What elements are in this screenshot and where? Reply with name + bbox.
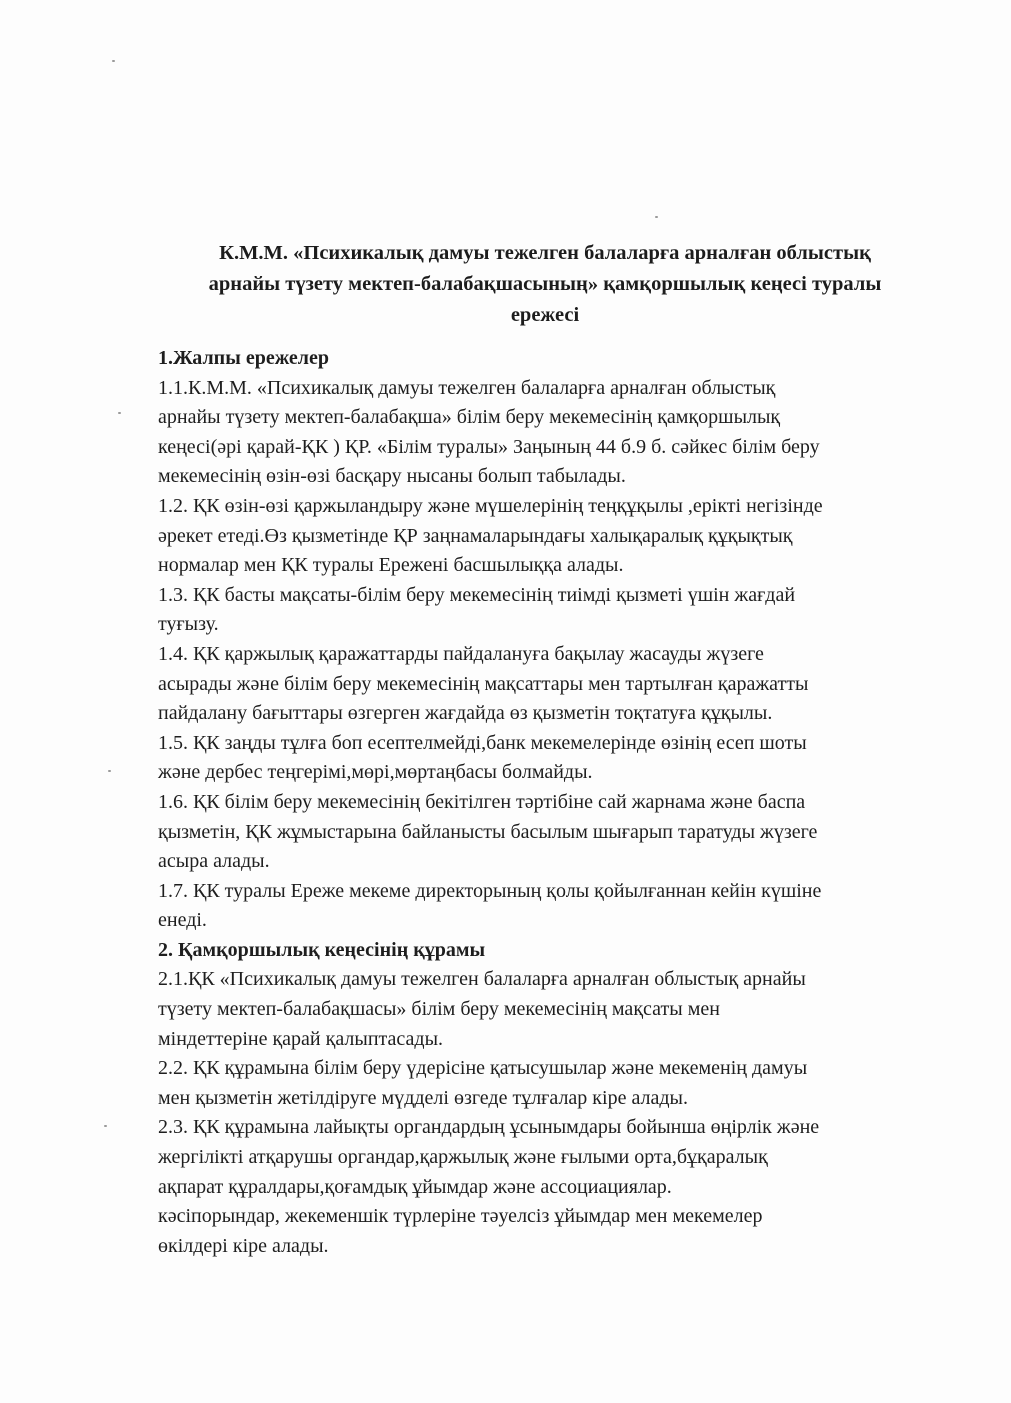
text-line: кәсіпорындар, жекеменшік түрлеріне тәуелсіз ұйымдар мен мекемелер bbox=[158, 1205, 763, 1228]
text-line: өкілдері кіре алады. bbox=[158, 1234, 329, 1257]
section-heading: 1.Жалпы ережелер bbox=[158, 347, 330, 369]
document-title bbox=[150, 238, 940, 331]
text-line: 2.3. ҚК құрамына лайықты органдардың ұсынымдары бойынша өңірлік және bbox=[158, 1116, 820, 1139]
text-line: асырады және білім беру мекемесінің мақсаттары мен тартылған қаражатты bbox=[158, 672, 809, 695]
text-line: әрекет етеді.Өз қызметінде ҚР заңнамаларындағы халықаралық құқықтық bbox=[158, 524, 793, 547]
text-line: 2.1.ҚК «Психикалық дамуы тежелген балаларға арналған облыстық арнайы bbox=[158, 968, 806, 991]
title-line: К.М.М. «Психикалық дамуы тежелген балаларға арналған облыстық bbox=[219, 242, 871, 264]
scan-speck bbox=[118, 412, 121, 414]
scan-speck bbox=[655, 216, 658, 218]
text-line: 1.2. ҚК өзін-өзі қаржыландыру және мүшелерінің теңқұқылы ,ерікті негізінде bbox=[158, 494, 823, 517]
document-body bbox=[158, 344, 948, 1261]
text-line: 1.6. ҚК білім беру мекемесінің бекітілген тәртібіне сай жарнама және баспа bbox=[158, 790, 806, 813]
text-line: туғызу. bbox=[158, 613, 219, 636]
text-line: түзету мектеп-балабақшасы» білім беру мекемесінің мақсаты мен bbox=[158, 998, 720, 1021]
text-line: енеді. bbox=[158, 909, 207, 932]
section-heading: 2. Қамқоршылық кеңесінің құрамы bbox=[158, 938, 486, 961]
scan-speck bbox=[112, 60, 115, 62]
text-line: және дербес теңгерімі,мөрі,мөртаңбасы болмайды. bbox=[158, 761, 593, 784]
text-line: мен қызметін жетілдіруге мүдделі өзгеде тұлғалар кіре алады. bbox=[158, 1086, 688, 1109]
text-line: қызметін, ҚК жұмыстарына байланысты басылым шығарып таратуды жүзеге bbox=[158, 820, 818, 843]
text-line: 1.1.К.М.М. «Психикалық дамуы тежелген балаларға арналған облыстық bbox=[158, 376, 776, 399]
text-line: 1.4. ҚК қаржылық қаражаттарды пайдалануға бақылау жасауды жүзеге bbox=[158, 642, 764, 665]
text-line: ақпарат құралдары,қоғамдық ұйымдар және ассоциациялар. bbox=[158, 1175, 672, 1198]
scan-speck bbox=[104, 1125, 107, 1127]
text-line: асыра алады. bbox=[158, 850, 270, 873]
text-line: міндеттеріне қарай қалыптасады. bbox=[158, 1027, 443, 1050]
text-line: кеңесі(әрі қарай-ҚК ) ҚР. «Білім туралы» Заңының 44 б.9 б. сәйкес білім беру bbox=[158, 435, 820, 458]
text-line: нормалар мен ҚК туралы Ережені басшылыққа алады. bbox=[158, 554, 624, 577]
text-line: 2.2. ҚК құрамына білім беру үдерісіне қатысушылар және мекеменің дамуы bbox=[158, 1057, 808, 1080]
scan-speck bbox=[108, 770, 111, 772]
title-line: арнайы түзету мектеп-балабақшасының» қамқоршылық кеңесі туралы bbox=[208, 273, 882, 295]
text-line: 1.3. ҚК басты мақсаты-білім беру мекемесінің тиімді қызметі үшін жағдай bbox=[158, 583, 796, 606]
text-line: жергілікті атқарушы органдар,қаржылық және ғылыми орта,бұқаралық bbox=[158, 1146, 768, 1169]
text-line: 1.5. ҚК заңды тұлға боп есептелмейді,банк мекемелерінде өзінің есеп шоты bbox=[158, 731, 807, 754]
text-line: 1.7. ҚК туралы Ереже мекеме директорының қолы қойылғаннан кейін күшіне bbox=[158, 879, 822, 902]
title-line: ережесі bbox=[510, 304, 580, 326]
text-line: арнайы түзету мектеп-балабақша» білім беру мекемесінің қамқоршылық bbox=[158, 406, 781, 429]
text-line: мекемесінің өзін-өзі басқару нысаны болып табылады. bbox=[158, 465, 626, 488]
text-line: пайдалану бағыттары өзгерген жағдайда өз қызметін тоқтатуға құқылы. bbox=[158, 702, 773, 725]
